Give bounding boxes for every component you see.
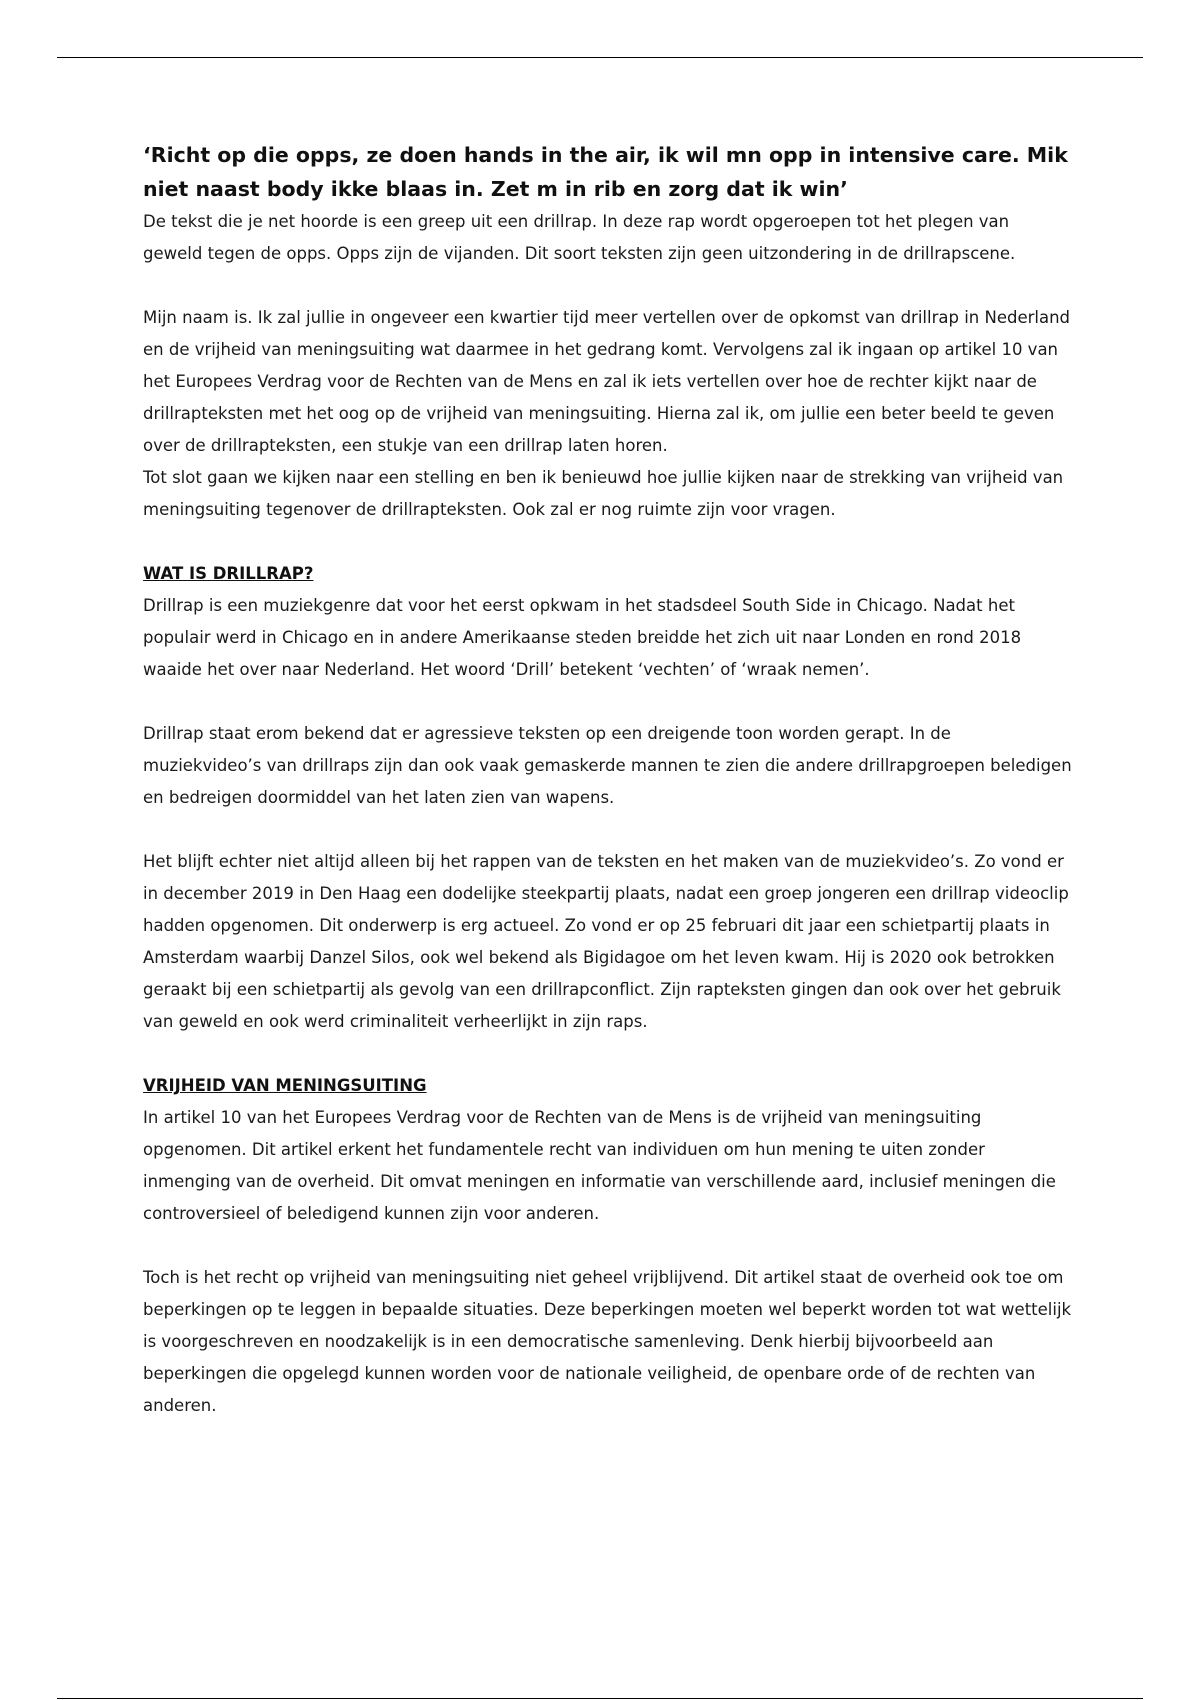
header-rule [57,57,1143,58]
intro-paragraph-1: De tekst die je net hoorde is een greep uit een drillrap. In deze rap wordt opgeroepen tot het plegen van geweld tegen de opps. Opps zijn de vijanden. Dit soort teksten zijn geen uitzondering in de drillrapscene. [143,212,1016,263]
intro-paragraph-3: Tot slot gaan we kijken naar een stelling en ben ik benieuwd hoe jullie kijken naar de strekking van vrijheid van meningsuiting tegenover de drillrapteksten. Ook zal er nog ruimte zijn voor vragen. [143,468,1064,519]
freedom-paragraph-1: In artikel 10 van het Europees Verdrag voor de Rechten van de Mens is de vrijheid van meningsuiting opgenomen. Dit artikel erkent het fundamentele recht van individuen om hun mening te uiten zonder inmenging van de overheid. Dit omvat meningen en informatie van verschillende aard, inclusief meningen die controversieel of beledigend kunnen zijn voor anderen. [143,1108,1056,1223]
freedom-paragraph-2: Toch is het recht op vrijheid van meningsuiting niet geheel vrijblijvend. Dit artikel staat de overheid ook toe om beperkingen op te leggen in bepaalde situaties. Deze beperkingen moeten wel beperkt worden tot wat wettelijk is voorgeschreven en noodzakelijk is in een democratische samenleving. Denk hierbij bijvoorbeeld aan beperkingen die opgelegd kunnen worden voor de nationale veiligheid, de openbare orde of de rechten van anderen. [143,1268,1072,1415]
section-heading-freedom-of-speech: VRIJHEID VAN MENINGSUITING [143,1076,427,1095]
paragraph-spacer [143,270,1073,302]
section-heading-drillrap: WAT IS DRILLRAP? [143,564,314,583]
paragraph-spacer [143,686,1073,718]
paragraph-spacer [143,526,1073,558]
opening-quote: ‘Richt op die opps, ze doen hands in the air, ik wil mn opp in intensive care. Mik niet naast body ikke blaas in. Zet m in rib en zorg dat ik win’ [143,143,1068,201]
intro-paragraph-2: Mijn naam is. Ik zal jullie in ongeveer een kwartier tijd meer vertellen over de opkomst van drillrap in Nederland en de vrijheid van meningsuiting wat daarmee in het gedrang komt. Vervolgens zal ik ingaan op artikel 10 van het Europees Verdrag voor de Rechten van de Mens en zal ik iets vertellen over hoe de rechter kijkt naar de drillrapteksten met het oog op de vrijheid van meningsuiting. Hierna zal ik, om jullie een beter beeld te geven over de drillrapteksten, een stukje van een drillrap laten horen. [143,308,1071,455]
document-body [143,138,1073,1422]
paragraph-spacer [143,1038,1073,1070]
paragraph-spacer [143,814,1073,846]
drillrap-paragraph-3: Het blijft echter niet altijd alleen bij het rappen van de teksten en het maken van de muziekvideo’s. Zo vond er in december 2019 in Den Haag een dodelijke steekpartij plaats, nadat een groep jongeren een drillrap videoclip hadden opgenomen. Dit onderwerp is erg actueel. Zo vond er op 25 februari dit jaar een schietpartij plaats in Amsterdam waarbij Danzel Silos, ook wel bekend als Bigidagoe om het leven kwam. Hij is 2020 ook betrokken geraakt bij een schietpartij als gevolg van een drillrapconflict. Zijn rapteksten gingen dan ook over het gebruik van geweld en ook werd criminaliteit verheerlijkt in zijn raps. [143,852,1069,1031]
footer-rule [57,1698,1143,1699]
drillrap-paragraph-1: Drillrap is een muziekgenre dat voor het eerst opkwam in het stadsdeel South Side in Chicago. Nadat het populair werd in Chicago en in andere Amerikaanse steden breidde het zich uit naar Londen en rond 2018 waaide het over naar Nederland. Het woord ‘Drill’ betekent ‘vechten’ of ‘wraak nemen’. [143,596,1022,679]
drillrap-paragraph-2: Drillrap staat erom bekend dat er agressieve teksten op een dreigende toon worden gerapt. In de muziekvideo’s van drillraps zijn dan ook vaak gemaskerde mannen te zien die andere drillrapgroepen beledigen en bedreigen doormiddel van het laten zien van wapens. [143,724,1072,807]
paragraph-spacer [143,1230,1073,1262]
